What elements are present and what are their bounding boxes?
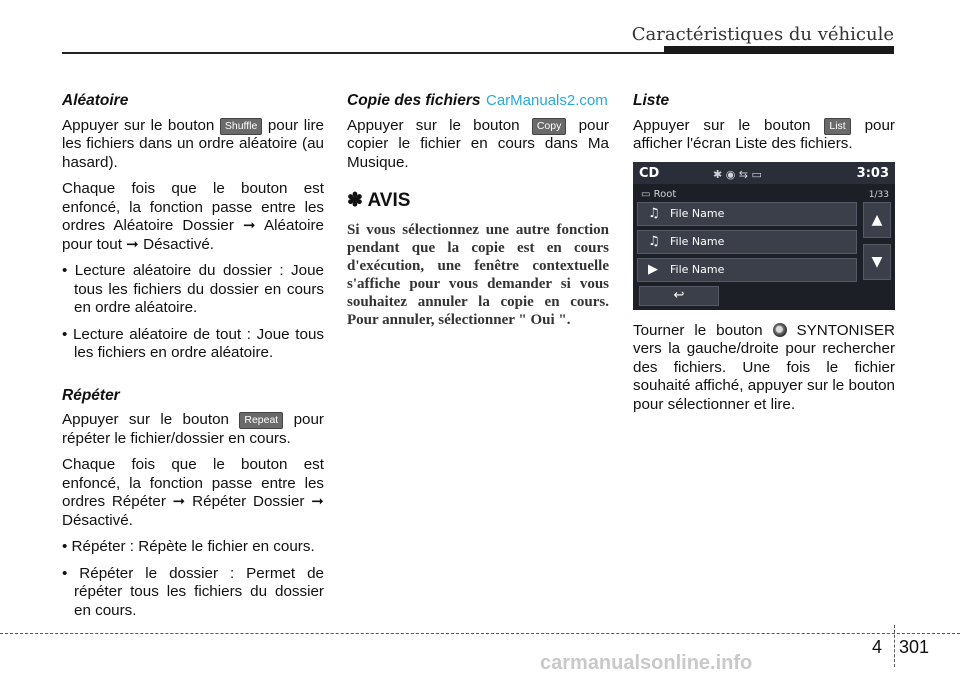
scroll-down-arrow-icon: ▼ bbox=[863, 244, 891, 280]
screen-clock: 3:03 bbox=[856, 165, 889, 181]
paragraph: Chaque fois que le bouton est enfoncé, la fonction passe entre les ordres Répéter ➞ Répéter Dossier ➞ Désactivé. bbox=[62, 456, 324, 529]
tune-knob-icon bbox=[773, 323, 787, 337]
paragraph: Appuyer sur le bouton Copy pour copier le fichier en cours dans Ma Musique. bbox=[347, 116, 609, 171]
paragraph: Appuyer sur le bouton List pour afficher l'écran Liste des fichiers. bbox=[633, 116, 895, 152]
top-watermark: CarManuals2.com bbox=[486, 92, 608, 109]
bullet-item: • Lecture aléatoire du dossier : Joue tous les fichiers du dossier en cours en ordre aléatoire. bbox=[62, 262, 324, 316]
chapter-number: 4 bbox=[872, 637, 883, 657]
cd-list-screen-image bbox=[633, 162, 895, 310]
bullet-item: • Répéter le dossier : Permet de répéter tous les fichiers du dossier en cours. bbox=[62, 564, 324, 619]
repeat-button-graphic: Repeat bbox=[239, 412, 283, 429]
scroll-up-arrow-icon: ▲ bbox=[863, 202, 891, 238]
screen-track-count: 1/33 bbox=[868, 189, 889, 200]
footer-rule bbox=[0, 633, 960, 634]
screen-folder: ▭ Root bbox=[641, 188, 677, 200]
paragraph: Appuyer sur le bouton Shuffle pour lire les fichiers dans un ordre aléatoire (au hasard). bbox=[62, 116, 324, 171]
bullet-item: • Lecture aléatoire de tout : Joue tous les fichiers en ordre aléatoire. bbox=[62, 325, 324, 361]
music-note-icon: ♫ bbox=[648, 205, 660, 221]
section-heading-repeter: Répéter bbox=[62, 386, 120, 404]
play-circle-icon: ▶ bbox=[648, 261, 658, 277]
screen-file-row: ▶ File Name bbox=[637, 258, 857, 282]
header-bar bbox=[664, 46, 894, 54]
paragraph: Tourner le bouton SYNTONISER vers la gauche/droite pour rechercher des fichiers. Une fois le fichier souhaité affiché, appuyer sur le bouton pour sélectionner et lire. bbox=[633, 321, 895, 413]
shuffle-button-graphic: Shuffle bbox=[220, 118, 263, 135]
page-header-title: Caractéristiques du véhicule bbox=[631, 24, 894, 45]
column-3 bbox=[633, 92, 895, 422]
screen-file-row: ♫ File Name bbox=[637, 230, 857, 254]
paragraph: Chaque fois que le bouton est enfoncé, la fonction passe entre les ordres Aléatoire Dossier ➞ Aléatoire pour tout ➞ Désactivé. bbox=[62, 180, 324, 253]
screen-mode-label: CD bbox=[639, 165, 660, 181]
footer-separator bbox=[894, 625, 895, 667]
bullet-item: • Répéter : Répète le fichier en cours. bbox=[62, 538, 315, 555]
folder-icon: ▭ bbox=[641, 188, 651, 200]
column-1 bbox=[62, 92, 324, 628]
section-heading-liste: Liste bbox=[633, 92, 670, 109]
list-button-graphic: List bbox=[824, 118, 850, 135]
copy-button-graphic: Copy bbox=[532, 118, 567, 135]
bottom-watermark: carmanualsonline.info bbox=[540, 652, 753, 674]
screen-file-row: ♫ File Name bbox=[637, 202, 857, 226]
music-note-icon: ♫ bbox=[648, 233, 660, 249]
column-2 bbox=[347, 92, 609, 329]
bluetooth-icon: ✱ ◉ ⇆ ▭ bbox=[713, 167, 762, 181]
paragraph: Appuyer sur le bouton Repeat pour répéter le fichier/dossier en cours. bbox=[62, 411, 324, 447]
section-heading-aleatoire: Aléatoire bbox=[62, 92, 129, 109]
back-arrow-icon: ↩ bbox=[639, 286, 719, 306]
page-number: 301 bbox=[899, 637, 930, 657]
avis-heading: ✽ AVIS bbox=[347, 190, 411, 211]
section-heading-copie: Copie des fichiers bbox=[347, 92, 481, 109]
avis-body: Si vous sélectionnez une autre fonction pendant que la copie est en cours d'exécution, une fenêtre contextuelle s'affiche pour vous demander si vous souhaitez annuler la copie en cours. Pour annuler, sélectionner " Oui ". bbox=[347, 221, 609, 328]
